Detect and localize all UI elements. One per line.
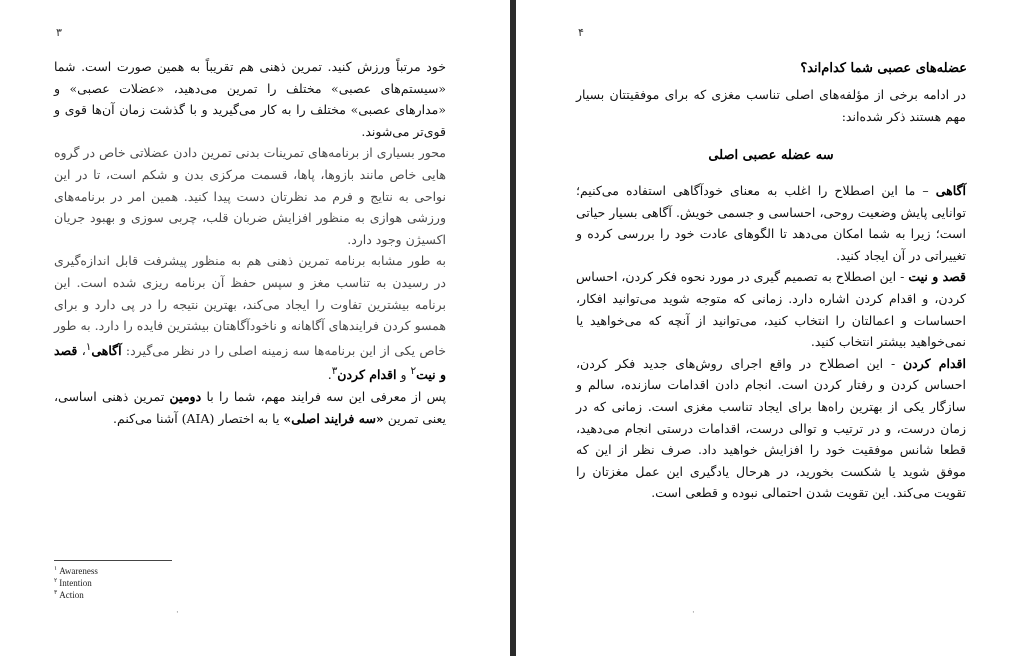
- footnote-text: Awareness: [59, 566, 98, 576]
- right-page: [516, 0, 1024, 656]
- definition-intention: [576, 266, 966, 352]
- page-number: ۳: [56, 26, 62, 39]
- term-awareness: آگاهی: [91, 342, 122, 358]
- left-body-text: [54, 56, 446, 429]
- footnote-divider: [54, 560, 172, 561]
- page-bottom-mark: ·: [692, 608, 695, 618]
- paragraph: [54, 250, 446, 386]
- footnote-marker: ۱: [54, 566, 58, 572]
- footnote: [54, 588, 194, 600]
- paragraph-text: تمرین ذهنی اساسی، یعنی تمرین: [54, 389, 446, 426]
- footnote-text: Intention: [59, 578, 92, 588]
- term-aia: «سه فرایند اصلی»: [283, 410, 384, 426]
- footnote-marker: ۲: [54, 578, 58, 584]
- term-intention: قصد و نیت: [54, 342, 446, 383]
- footnote: [54, 576, 194, 588]
- right-body-text: [576, 180, 966, 504]
- term-awareness: آگاهی: [935, 183, 966, 198]
- term-action: اقدام کردن: [902, 355, 966, 371]
- definition-awareness: [576, 180, 966, 266]
- footnote: [54, 564, 194, 576]
- definition-text: - این اصطلاح به تصمیم گیری در مورد نحوه فکر کردن، احساس کردن، و اقدام کردن اشاره دارد. زمانی که متوجه شوید می‌توانید افکار، احساسات و اعمالتان را انتخاب کنید، می‌توانید از آنچه که می‌خواهید یا نمی‌خواهید بیشتر انتخاب کنید.: [576, 269, 966, 350]
- page-number: ۴: [578, 26, 584, 39]
- paragraph: محور بسیاری از برنامه‌های تمرینات بدنی تمرین دادن عضلاتی خاص در گروه هایی خاص مانند بازوها، پاها، قسمت مرکزی بدن و شکم است، تا در این نواحی به نتایج و فرم مد نظرتان دست پیدا کنید. همین امر در برنامه‌های ورزشی هوازی به منظور افزایش ضربان قلب، چربی سوزی و بهبود جریان اکسیژن وجود دارد.: [54, 145, 446, 247]
- footnote-marker: ۳: [331, 365, 338, 378]
- paragraph: خود مرتباً ورزش کنید. تمرین ذهنی هم تقریباً به همین صورت است. شما «سیستم‌های عصبی» مختلف را تمرین می‌دهید، «عضلات عصبی» و «مدارهای عصبی» مختلف را به کار می‌گیرید و با گذشت زمان آن‌ها قوی و قوی‌تر می‌شوند.: [54, 59, 446, 139]
- subheading: سه عضله عصبی اصلی: [708, 148, 834, 163]
- footnote-marker: ۱: [85, 340, 92, 353]
- paragraph-text: یا به اختصار (AIA) آشنا می‌کنم.: [113, 410, 280, 426]
- page-bottom-mark: ·: [176, 608, 179, 618]
- period: .: [327, 367, 332, 383]
- conjunction: و: [400, 367, 407, 383]
- footnote-marker: ۳: [54, 590, 58, 596]
- footnote-marker: ۲: [410, 365, 417, 378]
- term-action: اقدام کردن: [337, 367, 397, 383]
- definition-action: [576, 353, 966, 504]
- section-heading: عضله‌های عصبی شما کدام‌اند؟: [800, 61, 967, 76]
- definition-text: – ما این اصطلاح را اغلب به معنای خودآگاهی استفاده می‌کنیم؛ توانایی پایش وضعیت روحی، احساسی و جسمی خویش. آگاهی بسیار حیاتی است؛ زیرا به شما امکان می‌دهد تا الگوهای عادت خود را بررسی کرده و تغییراتی در آن ایجاد کنید.: [576, 183, 966, 263]
- paragraph-text: به طور مشابه برنامه تمرین ذهنی هم به منظور پیشرفت قابل اندازه‌گیری در رسیدن به تناسب مغز و سپس حفظ آن برنامه ریزی شده است. این برنامه بیشترین تفاوت را ایجاد می‌کند، بهترین نتیجه را در پی دارد و برای همسو کردن فرایندهای آگاهانه و ناخودآگاهتان بیشترین فایده را دارد. به طور خاص یکی از این برنامه‌ها سه زمینه اصلی را در نظر می‌گیرد:: [54, 253, 446, 358]
- definition-text: - این اصطلاح در واقع اجرای روش‌های جدید فکر کردن، احساس کردن و رفتار کردن است. انجام دادن اقدامات سازنده، سالم و سازگار یکی از بهترین راه‌ها برای ایجاد تناسب مغزی است. زمانی که در زمان درست، و در ترتیب و توالی درست، اقدامات درستی انجام می‌دهید، قطعا شانس موفقیت خود را افزایش خواهید داد. صرف نظر از این که موفق شوید یا شکست بخورید، در هرحال یادگیری این عمل مغزتان را تقویت می‌کند. این تقویت شدن احتمالی نبوده و قطعی است.: [576, 355, 966, 501]
- paragraph: [54, 386, 446, 429]
- intro-text: [576, 84, 966, 127]
- paragraph: در ادامه برخی از مؤلفه‌های اصلی تناسب مغزی که برای موفقیتتان بسیار مهم هستند ذکر شده‌اند:: [576, 87, 966, 124]
- footnotes: [54, 560, 194, 600]
- term-second: دومین: [169, 389, 202, 405]
- term-intention: قصد و نیت: [908, 269, 966, 285]
- footnote-text: Action: [59, 590, 84, 600]
- separator: ،: [81, 342, 86, 358]
- paragraph-text: پس از معرفی این سه فرایند مهم، شما را با: [206, 389, 447, 405]
- left-page: [0, 0, 510, 656]
